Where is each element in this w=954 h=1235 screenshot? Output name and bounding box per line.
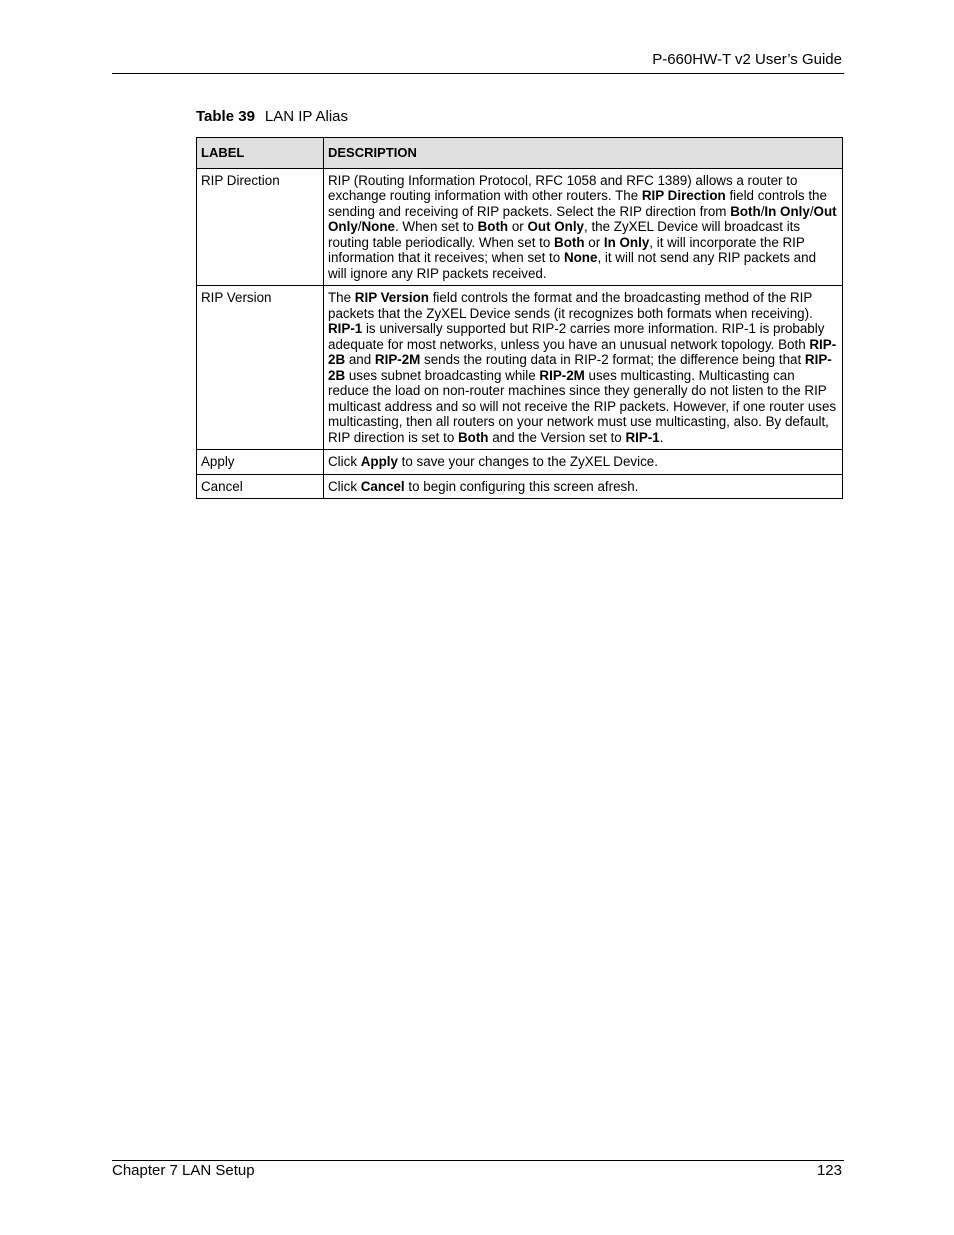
description-keyword: RIP-2M: [539, 367, 585, 383]
description-keyword: Both: [458, 429, 489, 445]
description-text: uses multicasting. Multicasting can reduce the load on non-router machines since they generally do not listen to the RIP multicast address and so will not receive the RIP packets. However, if one router uses multicasting, then all routers on your network must use multicasting, also. By default, RIP direction is set to: [328, 367, 837, 445]
description-keyword: Both: [477, 219, 509, 234]
description-text: field controls the sending and receiving of RIP packets. Select the RIP direction from: [328, 188, 827, 219]
description-text: or: [508, 219, 528, 234]
description-text: field controls the format and the broadcasting method of the RIP packets that the ZyXEL Device sends (it recognizes both formats when receiving).: [328, 290, 813, 321]
description-text: and: [345, 352, 375, 367]
table-row: [197, 450, 843, 475]
table-header-row: [197, 138, 843, 169]
description-keyword: RIP-2B: [328, 336, 837, 367]
row-description: [324, 450, 843, 475]
table-caption: [196, 108, 348, 126]
description-keyword: In Only: [764, 203, 810, 219]
description-keyword: In Only: [603, 234, 650, 250]
description-keyword: Both: [730, 203, 761, 219]
description-text: RIP (Routing Information Protocol, RFC 1058 and RFC 1389) allows a router to exchange routing information with other routers. The: [328, 172, 798, 203]
lan-ip-alias-table: [196, 137, 843, 499]
description-keyword: RIP-2B: [328, 352, 832, 383]
row-description: [324, 168, 843, 286]
table-row: [197, 168, 843, 286]
description-text: , it will incorporate the RIP information that it receives; when set to: [328, 234, 805, 265]
running-header: P-660HW-T v2 User’s Guide: [652, 51, 842, 68]
column-header-description: DESCRIPTION: [324, 138, 843, 169]
description-keyword: Both: [554, 234, 585, 250]
description-keyword: RIP-1: [625, 429, 660, 445]
table-number: Table 39: [196, 108, 255, 125]
description-text: The: [328, 290, 355, 305]
table-row: [197, 474, 843, 499]
description-text: sends the routing data in RIP-2 format; the difference being that: [420, 352, 805, 367]
header-rule: [112, 73, 844, 74]
row-label: RIP Direction: [197, 168, 324, 286]
row-label: Apply: [197, 450, 324, 475]
description-text: , it will not send any RIP packets and will ignore any RIP packets received.: [328, 250, 817, 281]
description-text: and the Version set to: [488, 429, 626, 445]
description-keyword: Out Only: [527, 219, 585, 234]
description-text: /: [760, 203, 765, 219]
description-text: /: [809, 203, 814, 219]
column-header-label: LABEL: [197, 138, 324, 169]
description-keyword: RIP-1: [328, 321, 363, 336]
description-text: to begin configuring this screen afresh.: [404, 478, 639, 494]
chapter-title: Chapter 7 LAN Setup: [112, 1162, 255, 1179]
footer-rule: [112, 1160, 844, 1161]
row-label: RIP Version: [197, 286, 324, 450]
description-keyword: Cancel: [360, 478, 405, 494]
description-text: /: [357, 219, 362, 234]
description-keyword: Out Only: [328, 203, 837, 234]
description-text: .: [659, 429, 664, 445]
table-title: LAN IP Alias: [264, 108, 349, 125]
page-number: 123: [816, 1162, 842, 1179]
description-text: , the ZyXEL Device will broadcast its routing table periodically. When set to: [328, 219, 801, 250]
description-keyword: RIP Direction: [641, 188, 726, 203]
description-keyword: Apply: [360, 454, 398, 469]
description-keyword: None: [361, 219, 395, 234]
description-text: is universally supported but RIP-2 carries more information. RIP-1 is probably adequate for most networks, unless you have an unusual network topology. Both: [328, 321, 825, 352]
description-text: uses subnet broadcasting while: [345, 367, 540, 383]
description-text: . When set to: [394, 219, 478, 234]
description-text: Click: [328, 454, 361, 469]
row-description: [324, 474, 843, 499]
description-text: or: [584, 234, 604, 250]
table-row: [197, 286, 843, 450]
row-description: [324, 286, 843, 450]
description-text: Click: [328, 478, 361, 494]
description-keyword: None: [563, 250, 598, 265]
description-keyword: RIP-2M: [374, 352, 421, 367]
row-label: Cancel: [197, 474, 324, 499]
description-keyword: RIP Version: [354, 290, 429, 305]
description-text: to save your changes to the ZyXEL Device.: [397, 454, 658, 469]
